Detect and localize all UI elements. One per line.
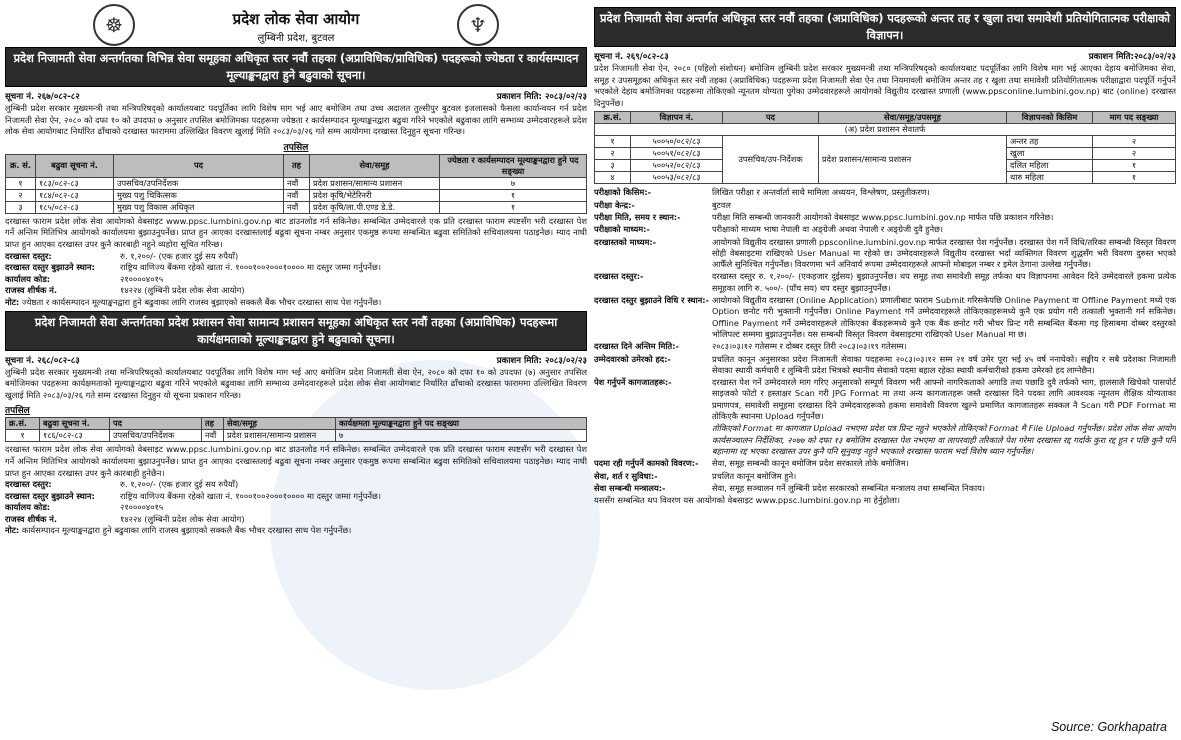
cell: १८५/०८२-८३ [36,201,114,213]
table-header: बढुवा सूचना नं. [36,154,114,177]
commission-header [5,3,587,47]
commission-name: प्रदेश लोक सेवा आयोग [232,10,360,28]
info-value: प्रचलित कानून अनुसारका प्रदेश निजामती सेवाका पदहरूमा २०८३।०३।१२ सम्म २१ वर्ष उमेर पूरा भई ४५ वर्ष ननाघेको। सङ्घीय र सबै प्रदेशका निजामती सेवाका स्थायी कर्मचारी र लुम्बिनी प्रदेश भित्रको स्थानीय सेवाको पदमा बहाल रहेका स्थायी कर्मचारीको हकमा उमेरको हद लाग्नेछैन। [712,353,1176,375]
info-item [594,458,1176,469]
vacancy-table [594,111,1176,184]
table-header: ज्येष्ठता र कार्यसम्पादन मूल्याङ्कनद्वारा हुने पद सङ्ख्या [440,154,587,177]
cell: उपसचिव/उपनिर्देशक [114,177,284,189]
note-text: ज्येष्ठता र कार्यसम्पादन मूल्याङ्कनद्वारा हुने बढुवाका लागि राजस्व बुझाएको सक्कलै बैंक भौचर दरखास्त साथ पेश गर्नुपर्नेछ। [21,296,382,307]
value: राष्ट्रिय वाणिज्य बैंकमा रहेको खाता नं. १०००१००२०००१०००० मा दस्तुर जम्मा गर्नुपर्नेछ। [120,490,381,501]
table-header: तह [202,418,224,430]
info-item [594,212,1176,223]
cell: ३ [595,160,631,172]
notice-2-procedure: दरखास्त फाराम प्रदेश लोक सेवा आयोगको वेबसाइट www.ppsc.lumbini.gov.np बाट डाउनलोड गर्न सकिनेछ। सम्बन्धित उम्मेदवारले एक प्रति दरखास्त फाराम स्पष्टसँग भरी दरखास्त पेश गर्ने अन्तिम मितिभित्र आयोगको कार्यालयमा बुझाउनुपर्नेछ। प्राप्त हुन आएका दरखास्तलाई बढुवा सूचना नम्बर अनुसार एकमुष्ठ रूपमा सम्बन्धित बढुवा समितिको सचिवालयमा पठाइनेछ। म्याद नाघी प्राप्त हुन आएका दरखास्त उपर कुनै कारबाही हुनेछैन। [5,444,587,478]
label: दरखास्त दस्तुर: [5,479,52,490]
notice-2-table [5,417,587,442]
source-credit: Source: Gorkhapatra [1050,720,1167,734]
cell: अन्तर तह [1007,136,1093,148]
info-value: सेवा, समूह सम्बन्धी कानून बमोजिम प्रदेश सरकारले तोके बमोजिम। [712,458,909,469]
cell: नवौं [202,430,224,442]
cell: खुला [1007,148,1093,160]
info-label: परीक्षा केन्द्र:- [594,199,635,210]
table-row [595,136,1176,148]
info-value: आयोगको विद्युतीय दरखास्त प्रणाली ppsconline.lumbini.gov.np मार्फत दरखास्त पेश गर्नुपर्नेछ। दरखास्त पेश गर्ने विधि/तरिका सम्बन्धी विस्तृत विवरण सोही वेबसाइटमा राखिएको User Manual मा रहेको छ। उम्मेदवारहरूले विद्युतीय दरखास्त भर्दा व्यक्तिगत विवरण शुद्धसँग भरी विवरण दुरुस्त भएको आफैँले सुनिश्चित गर्नुपर्नेछ। विवरणमा भर्न अनिवार्य रूपमा उम्मेदवारहरूले आफ्नो मोबाइल नम्बर र इमेल ठेगाना उल्लेख गर्नुपर्नेछ। [712,236,1176,270]
note-label: नोट: [5,525,20,536]
info-label: सेवा, शर्त र सुविधा:- [594,470,658,481]
info-label: परीक्षाको माध्यम:- [594,224,650,235]
info-item [594,354,1176,377]
value: २१००००४०१५ [120,273,164,284]
info-value: सेवा, समूह सञ्चालन गर्ने लुम्बिनी प्रदेश सरकारको सम्बन्धित मन्त्रालय तथा सम्बन्धित निकाय। [712,482,985,493]
cell: ७ [336,430,587,442]
cell: २ [1093,136,1176,148]
table-header: क्र. सं. [6,154,36,177]
value: १४२२४ (लुम्बिनी प्रदेश लोक सेवा आयोग) [120,513,245,524]
info-label: परीक्षा मिति, समय र स्थान:- [594,211,681,222]
table-header: सेवा/समूह [310,154,440,177]
info-value: लिखित परीक्षा र अन्तर्वार्ता साथै मामिला अध्ययन, विश्लेषण, प्रस्तुतीकरण। [712,187,930,198]
info-item [594,423,1176,457]
cell: १ [6,430,40,442]
label: दरखास्त दस्तुर बुझाउने स्थान: [5,262,95,273]
cell: नवौं [284,201,310,213]
info-label: दरखास्तको माध्यम:- [594,236,657,247]
table-header: पद [110,418,202,430]
table-header: सेवा/समूह/उपसमूह [819,112,1007,124]
cell: थारु महिला [1007,172,1093,184]
cell: १८६/०८२-८३ [40,430,110,442]
cell: ३ [6,201,36,213]
info-label: दरखास्त दस्तुर:- [594,271,644,282]
info-label: दरखास्त दस्तुर बुझाउने विधि र स्थान:- [594,295,709,306]
value: राष्ट्रिय वाणिज्य बैंकमा रहेको खाता नं. १०००१००२०००१०००० मा दस्तुर जम्मा गर्नुपर्नेछ। [120,262,381,273]
commission-logo-icon: ♆ [457,4,499,46]
table-header: तह [284,154,310,177]
cell: १ [6,177,36,189]
post-cell: उपसचिव/उप-निर्देशक [723,136,819,184]
service-cell: प्रदेश प्रशासन/सामान्य प्रशासन [819,136,1007,184]
table-header: माग पद सङ्ख्या [1093,112,1176,124]
cell: ५००५०/०८२/८३ [631,136,723,148]
info-value: बुटवल [712,199,731,210]
left-column [5,3,587,715]
note-text: कार्यसम्पादन मूल्याङ्कनद्वारा हुने बढुवाका लागि राजस्व बुझाएको सक्कलै बैंक भौचर दरखास्त साथ पेश गर्नुपर्नेछ। [21,525,352,536]
cell: १ [440,189,587,201]
table-header: क्र.सं. [6,418,40,430]
cell: २ [6,189,36,201]
table-header: बढुवा सूचना नं. [40,418,110,430]
cell: प्रदेश प्रशासन/सामान्य प्रशासन [224,430,336,442]
info-value: परीक्षा मिति सम्बन्धी जानकारी आयोगको वेबसाइट www.ppsc.lumbini.gov.np मार्फत पछि प्रकाशन गरिनेछ। [712,211,1054,222]
cell: ४ [595,172,631,184]
cell: नवौं [284,177,310,189]
label: राजस्व शीर्षक नं. [5,513,58,524]
cell: दलित महिला [1007,160,1093,172]
label: कार्यालय कोड: [5,502,51,513]
table-header: विज्ञापनको किसिम [1007,112,1093,124]
info-item [594,471,1176,482]
nepal-emblem-icon: ☸ [93,4,135,46]
info-item [594,295,1176,340]
info-item [594,377,1176,422]
notice-1-body: लुम्बिनी प्रदेश सरकार मुख्यमन्त्री तथा मन्त्रिपरिषद्को कार्यालयबाट पदपूर्तिका लागि विशेष माग भई आए बमोजिम तथा उच्च अदालत तुल्सीपुर बुटवल इजलासको फैसला कार्यान्वयन गर्न प्रदेश निजामती सेवा ऐन, २०८० को दफा १० को उपदफा ७ अनुसार तपसिल बमोजिमका पदहरूमा ज्येष्ठता र कार्यसम्पादन मूल्याङ्कनद्वारा बढुवा गरिने भएकोले बढुवाका लागि सम्भाव्य उम्मेदवारहरूले प्रदेश लोक सेवा आयोगबाट निर्धारित ढाँचाको दरखास्त फाराममा उल्लिखित विवरण खुलाई मिति २०८३/०३/२६ गते सम्म आयोगमा दरखास्त दिनुहुन सूचना गरिन्छ। [5,103,587,137]
cell: प्रदेश कृषि/ला.पी.एण्ड डे.डे. [310,201,440,213]
table-row [6,430,587,442]
notice-1-title: प्रदेश निजामती सेवा अन्तर्गतका विभिन्न सेवा समूहका अधिकृत स्तर नवौं तहका (अप्राविधिक/प्राविधिक) पदहरूको ज्येष्ठता र कार्यसम्पादन मूल्याङ्कनद्वारा हुने बढुवाको सूचना। [5,47,587,87]
label: दरखास्त दस्तुर बुझाउने स्थान: [5,490,95,501]
cell: १८३/०८२-८३ [36,177,114,189]
cell: १ [1093,160,1176,172]
cell: १ [1093,172,1176,184]
info-label: दरखास्त दिने अन्तिम मिति:- [594,341,679,352]
notice-2-number: सूचना नं. २६८/०८२-८३ [5,355,80,366]
cell: मुख्य पशु चिकित्सक [114,189,284,201]
cell: ५००५३/०८२/८३ [631,172,723,184]
notice-2-table-label: तपसिल [5,406,30,417]
value: रु. १,२००/- (एक हजार दुई सय रुपैयाँ) [120,250,239,261]
table-header: पद [114,154,284,177]
info-value: दरखास्त दस्तुर रु. १,२००/- (एकहजार दुईसय) बुझाउनुपर्नेछ। थप समूह तथा समावेशी समूह तर्फका थप विज्ञापनमा आवेदन दिने उम्मेदवारले हकमा प्रत्येक समूहका लागि रु. ५००/- (पाँच सय) थप दस्तुर बुझाउनुपर्नेछ। [712,271,1176,293]
right-column [594,3,1176,715]
value: रु. १,२००/- (एक हजार दुई सय रुपैयाँ) [120,479,239,490]
note-label: नोट: [5,296,20,307]
notice-2-body: लुम्बिनी प्रदेश सरकार मुख्यमन्त्री तथा मन्त्रिपरिषद्को कार्यालयबाट पदपूर्तिका लागि विशेष माग भई आए बमोजिम प्रदेश निजामती सेवा ऐन, २०८० को दफा १० को उपदफा (७) अनुसार तपसिल बमोजिमका पदहरूमा कार्यक्षमताको मूल्याङ्कनद्वारा बढुवा गरिने भएकोले बढुवाका लागि सम्भाव्य उम्मेदवारहरूले प्रदेश लोक सेवा आयोगबाट निर्धारित ढाँचाको दरखास्त फाराममा उल्लिखित विवरण खुलाई मिति २०८३/०३/२६ गते सम्म दरखास्त दिनुहुन यो सूचना प्रकाशन गरिन्छ। [5,366,587,400]
notice-1-table [5,154,587,214]
advertisement-body: प्रदेश निजामती सेवा ऐन, २०८० (पहिलो संशोधन) बमोजिम लुम्बिनी प्रदेश सरकार मुख्यमन्त्री तथा मन्त्रिपरिषद्को कार्यालयबाट पदपूर्तिका लागि विशेष माग भई आएका देहाय बमोजिमका सेवा, समूह र उपसमूहका अधिकृत स्तर नवौं तहका (अप्राविधिक) पदहरूमा प्रदेश निजामती सेवा ऐन तथा नियमावली बमोजिम अन्तर तह र खुला तथा समावेशी प्रतियोगितात्मक परीक्षाद्वारा पदपूर्ति गर्नुपर्ने भएकोले देहाय बमोजिमका पदहरूमा तोकिएको न्यूनतम योग्यता पुगेका उम्मेदवारहरूले आयोगको विद्युतीय दरखास्त प्रणाली (www.ppsconline.lumbini.gov.np) बाट (online) दरखास्त दिनुपर्नेछ। [594,63,1176,108]
cell: ७ [440,177,587,189]
advertisement-number: सूचना नं. २६९/०८२-८३ [594,52,669,62]
advertisement-date: प्रकाशन मिति:२०८३/०२/२३ [1088,52,1176,62]
label: दरखास्त दस्तुर: [5,250,52,261]
cell: ५००५२/०८२/८३ [631,160,723,172]
info-label: पेश गर्नुपर्ने कागजातहरू:- [594,377,672,388]
info-value: आयोगको विद्युतीय दरखास्त (Online Application) प्रणालीबाट फाराम Submit गरिसकेपछि Online Payment वा Offline Payment मध्ये एक Option छनोट गरी भुक्तानी गर्नुपर्नेछ। Online Payment गर्ने उम्मेदवारहरूले तोकिएकाहरूमध्ये कुनै एक प्रयोग गरी तत्काली भुक्तानी गर्न सकिनेछ। Offline Payment गर्ने उम्मेदवारहरूले तोकिएका बैंकहरूमध्ये कुनै एक बैंक छनोट गरी भौचर प्रिन्ट गरी सम्बन्धित बैंकमा गइ हिसाबमा दोब्बर दस्तुरको भोलिपल्ट सम्ममा बुझाउनुपर्नेछ। यस सम्बन्धी विस्तृत विवरण वेबसाइटमा राखिएको User Manual मा छ। [712,295,1176,339]
info-label: परीक्षाको किसिम:- [594,187,652,198]
cell: २ [1093,148,1176,160]
info-item [594,224,1176,235]
info-item [594,187,1176,198]
cell: मुख्य पशु विकास अधिकृत [114,201,284,213]
info-value: दरखास्त पेश गर्ने उम्मेदवारले माग गरिए अनुसारको सम्पूर्ण विवरण भरी आफ्नो नागरिकताको अगाडि तथा पछाडि दुवै तर्फको भाग, हालसालै खिचेको पासपोर्ट साइजको फोटो र हस्ताक्षर Scan गरी JPG Format मा तथा अन्य कागजातहरू जस्तै दरखास्त दिने पदका लागि आवश्यक न्यूनतम शैक्षिक योग्यताका प्रमाणपत्र, समावेशी समूहमा दरखास्त दिने उम्मेदवारहरूको हकमा समावेशी विवरण खुल्ने प्रमाणित कागजातहरू सक्कल नै Scan गरी PDF Format मा तोकिएकै स्थानमा Upload गर्नुपर्नेछ। [712,377,1176,422]
info-label: उम्मेदवारको उमेरको हद:- [594,353,671,364]
commission-address: लुम्बिनी प्रदेश, बुटवल [257,33,335,44]
info-value: परीक्षाको माध्यम भाषा नेपाली वा अङ्ग्रेजी अथवा नेपाली र अङ्ग्रेजी दुवै हुनेछ। [712,224,943,235]
notice-1-date: प्रकाशन मिति: २०८३/०२/२३ [496,92,587,102]
table-header: क्र.सं. [595,112,631,124]
cell: १ [595,136,631,148]
value: २१००००४०१५ [120,502,164,513]
notice-1-procedure: दरखास्त फाराम प्रदेश लोक सेवा आयोगको वेबसाइट www.ppsc.lumbini.gov.np बाट डाउनलोड गर्न सकिनेछ। सम्बन्धित उम्मेदवारले एक प्रति दरखास्त फाराम स्पष्टसँग भरी दरखास्त पेश गर्ने अन्तिम मितिभित्र आयोगको कार्यालयमा बुझाउनुपर्नेछ। प्राप्त हुन आएका दरखास्तलाई बढुवा सूचना नम्बर अनुसार एकमुष्ठ रूपमा सम्बन्धित बढुवा समितिको सचिवालयमा पठाइनेछ। म्याद नाघी प्राप्त हुन आएका दरखास्त उपर कुनै कारबाही नहुने व्यहोरा सूचित गरिन्छ। [5,215,587,249]
info-label: पदमा रही गर्नुपर्ने कामको विवरण:- [594,458,699,469]
cell: १८४/०८२-८३ [36,189,114,201]
cell: १ [440,201,587,213]
table-row [6,201,587,213]
info-item [594,200,1176,211]
value: १४२२४ (लुम्बिनी प्रदेश लोक सेवा आयोग) [120,285,245,296]
notice-2-title: प्रदेश निजामती सेवा अन्तर्गतका प्रदेश प्रशासन सेवा सामान्य प्रशासन समूहका अधिकृत स्तर नवौं तहका (अप्राविधिक) पदहरूमा कार्यक्षमताको मूल्याङ्कनद्वारा हुने बढुवाको सूचना। [5,311,587,351]
label: राजस्व शीर्षक नं. [5,285,58,296]
cell: प्रदेश कृषि/भेटेरिनरी [310,189,440,201]
label: कार्यालय कोड: [5,273,51,284]
info-value: २०८३।०३।१२ गतेसम्म र दोब्बर दस्तुर तिरी २०८३।०३।१९ गतेसम्म। [712,341,907,352]
table-row [6,177,587,189]
info-item [594,271,1176,294]
info-item [594,237,1176,271]
cell: उपसचिव/उपनिर्देशक [110,430,202,442]
cell: नवौं [284,189,310,201]
cell: ५००५१/०८२/८३ [631,148,723,160]
footer-note: यससँग सम्बन्धित थप विवरण यस आयोगको वेबसाइट www.ppsc.lumbini.gov.np मा हेर्नुहोला। [594,495,901,506]
table-row [6,189,587,201]
advertisement-title: प्रदेश निजामती सेवा अन्तर्गत अधिकृत स्तर नवौं तहका (अप्राविधिक) पदहरूको अन्तर तह र खुला तथा समावेशी प्रतियोगितात्मक परीक्षाको विज्ञापन। [594,7,1176,47]
notice-1-table-label: तपसिल [283,142,309,153]
notice-1-number: सूचना नं. २६७/०८२-८२ [5,92,80,102]
info-value: प्रचलित कानून बमोजिम हुने। [712,470,797,481]
table-header: पद [723,112,819,124]
info-item [594,483,1176,494]
cell: २ [595,148,631,160]
upload-warning: तोकिएको Format मा कागजात Upload नभएमा प्रदेश पत्र प्रिन्ट नहुने भएकोले तोकिएको Format मै File Upload गर्नुपर्नेछ। प्रदेश लोक सेवा आयोग कार्यसञ्चालन निर्देशिका, २०७७ को दफा १३ बमोजिम दरखास्त पेश नभएमा वा लापरवाही तरिकाले पेश गरेमा दरखास्त रद्द गर्दाके कुरा रद्द हुन र पछि कुनै पनि बहानामा रद्द भएका दरखास्त उपर कुनै पनि सुनुवाइ नहुने भएकाले दरखास्त फाराम भर्दा विशेष ध्यान गर्नुपर्नेछ। [712,423,1176,456]
notice-2-date: प्रकाशन मिति: २०८३/०२/२३ [496,355,587,366]
table-header: विज्ञापन नं. [631,112,723,124]
service-group-row: (अ) प्रदेश प्रशासन सेवातर्फ [595,124,1176,136]
table-header: कार्यक्षमता मूल्याङ्कनद्वारा हुने पद सङ्ख्या [336,418,587,430]
table-header: सेवा/समूह [224,418,336,430]
cell: प्रदेश प्रशासन/सामान्य प्रशासन [310,177,440,189]
info-item [594,341,1176,352]
info-label: सेवा सम्बन्धी मन्त्रालय:- [594,482,666,493]
